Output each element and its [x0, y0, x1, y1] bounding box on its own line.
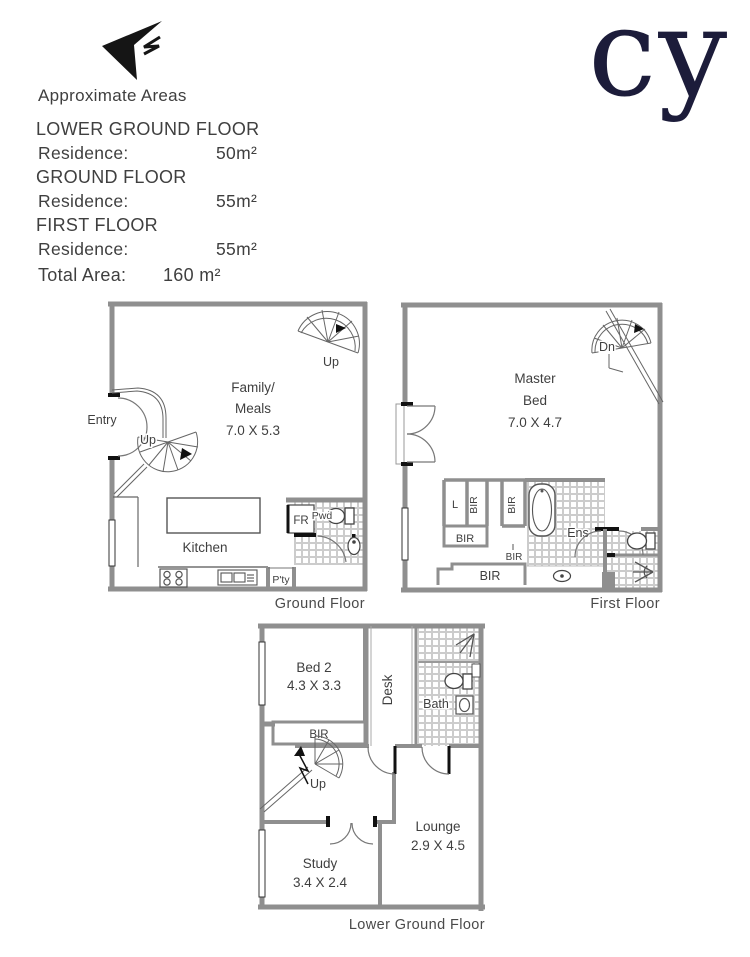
stair-up-label: Up: [140, 433, 156, 447]
linen-label: L: [451, 499, 459, 511]
agency-logo: cy: [588, 0, 730, 124]
bir-label: BIR: [479, 569, 501, 583]
pantry-label: P'ty: [272, 574, 290, 586]
residence-row: [38, 143, 438, 164]
stove-icon: [160, 569, 187, 587]
kitchen-island: [167, 498, 260, 533]
ground-floor-plan: [78, 298, 370, 614]
wc-door-jamb: [607, 527, 619, 531]
kitchen-label: Kitchen: [182, 540, 228, 555]
window: [402, 508, 408, 560]
desk-label: Desk: [380, 674, 395, 706]
stair-up-label: Up: [310, 777, 326, 791]
lower-ground-floor-caption: Lower Ground Floor: [348, 917, 485, 933]
first-floor-caption: First Floor: [590, 596, 660, 612]
residence-label: Residence:: [38, 143, 129, 163]
bath-label: Bath: [423, 697, 449, 711]
master-bed-label: Master: [514, 371, 556, 386]
fridge-label: FR: [293, 515, 309, 527]
vanity-basin-icon: [456, 696, 473, 714]
residence-label: Residence:: [38, 239, 129, 259]
vanity-basin-icon: [554, 571, 571, 582]
total-area-value: 160 m²: [163, 265, 221, 285]
basin-icon: [348, 538, 360, 555]
residence-value: 50m²: [216, 143, 258, 163]
niche: [472, 664, 480, 677]
total-area-row: [38, 265, 221, 286]
residence-row: [38, 239, 438, 260]
family-meals-dims: 7.0 X 5.3: [225, 423, 281, 438]
bir-label: BIR: [455, 533, 475, 545]
shower-wall-jamb: [607, 553, 615, 557]
window: [259, 830, 265, 897]
residence-row: [38, 191, 438, 212]
lounge-label: Lounge: [415, 819, 461, 834]
bed2-label: Bed 2: [296, 660, 332, 675]
kitchen-sink-icon: [218, 570, 257, 585]
window: [109, 520, 115, 566]
family-meals-label2: Meals: [234, 401, 272, 416]
entry-label: Entry: [87, 413, 117, 427]
toilet-icon: [445, 674, 472, 690]
total-area-label: Total Area:: [38, 265, 127, 285]
master-bed-dims: 7.0 X 4.7: [507, 415, 563, 430]
master-bed-label2: Bed: [522, 393, 548, 408]
bed2-dims: 4.3 X 3.3: [286, 678, 342, 693]
north-arrow-icon: [100, 18, 170, 84]
door-jamb: [373, 816, 377, 827]
approximate-areas-title: Approximate Areas: [38, 86, 187, 105]
bir-label: BIR: [468, 496, 480, 514]
floor-name-lower-ground: LOWER GROUND FLOOR: [36, 119, 260, 139]
wall-stub: [602, 572, 615, 588]
first-floor-plan: [395, 298, 667, 614]
north-arrow-n-glyph: [144, 37, 160, 54]
bir-label: BIR: [505, 552, 523, 563]
stair-up2-label: Up: [323, 355, 339, 369]
floor-name-first: FIRST FLOOR: [36, 215, 158, 235]
lower-ground-floor-plan: [250, 618, 492, 934]
powder-door-jamb: [294, 533, 316, 537]
window: [259, 642, 265, 705]
residence-label: Residence:: [38, 191, 129, 211]
stair-dn-label: Dn: [599, 340, 615, 354]
residence-value: 55m²: [216, 239, 258, 259]
study-dims: 3.4 X 2.4: [292, 875, 348, 890]
bir-label: BIR: [309, 729, 329, 741]
ensuite-label: Ens: [567, 526, 589, 540]
door-jamb: [326, 816, 330, 827]
residence-value: 55m²: [216, 191, 258, 211]
powder-label: Pwd: [311, 510, 333, 522]
floor-name-ground: GROUND FLOOR: [36, 167, 187, 187]
family-meals-label: Family/: [231, 380, 275, 395]
bir-label: BIR: [506, 496, 518, 514]
lounge-dims: 2.9 X 4.5: [410, 838, 466, 853]
ground-floor-caption: Ground Floor: [274, 596, 365, 612]
bathtub-icon: [529, 484, 555, 536]
toilet-icon: [628, 533, 656, 549]
study-label: Study: [302, 856, 338, 871]
